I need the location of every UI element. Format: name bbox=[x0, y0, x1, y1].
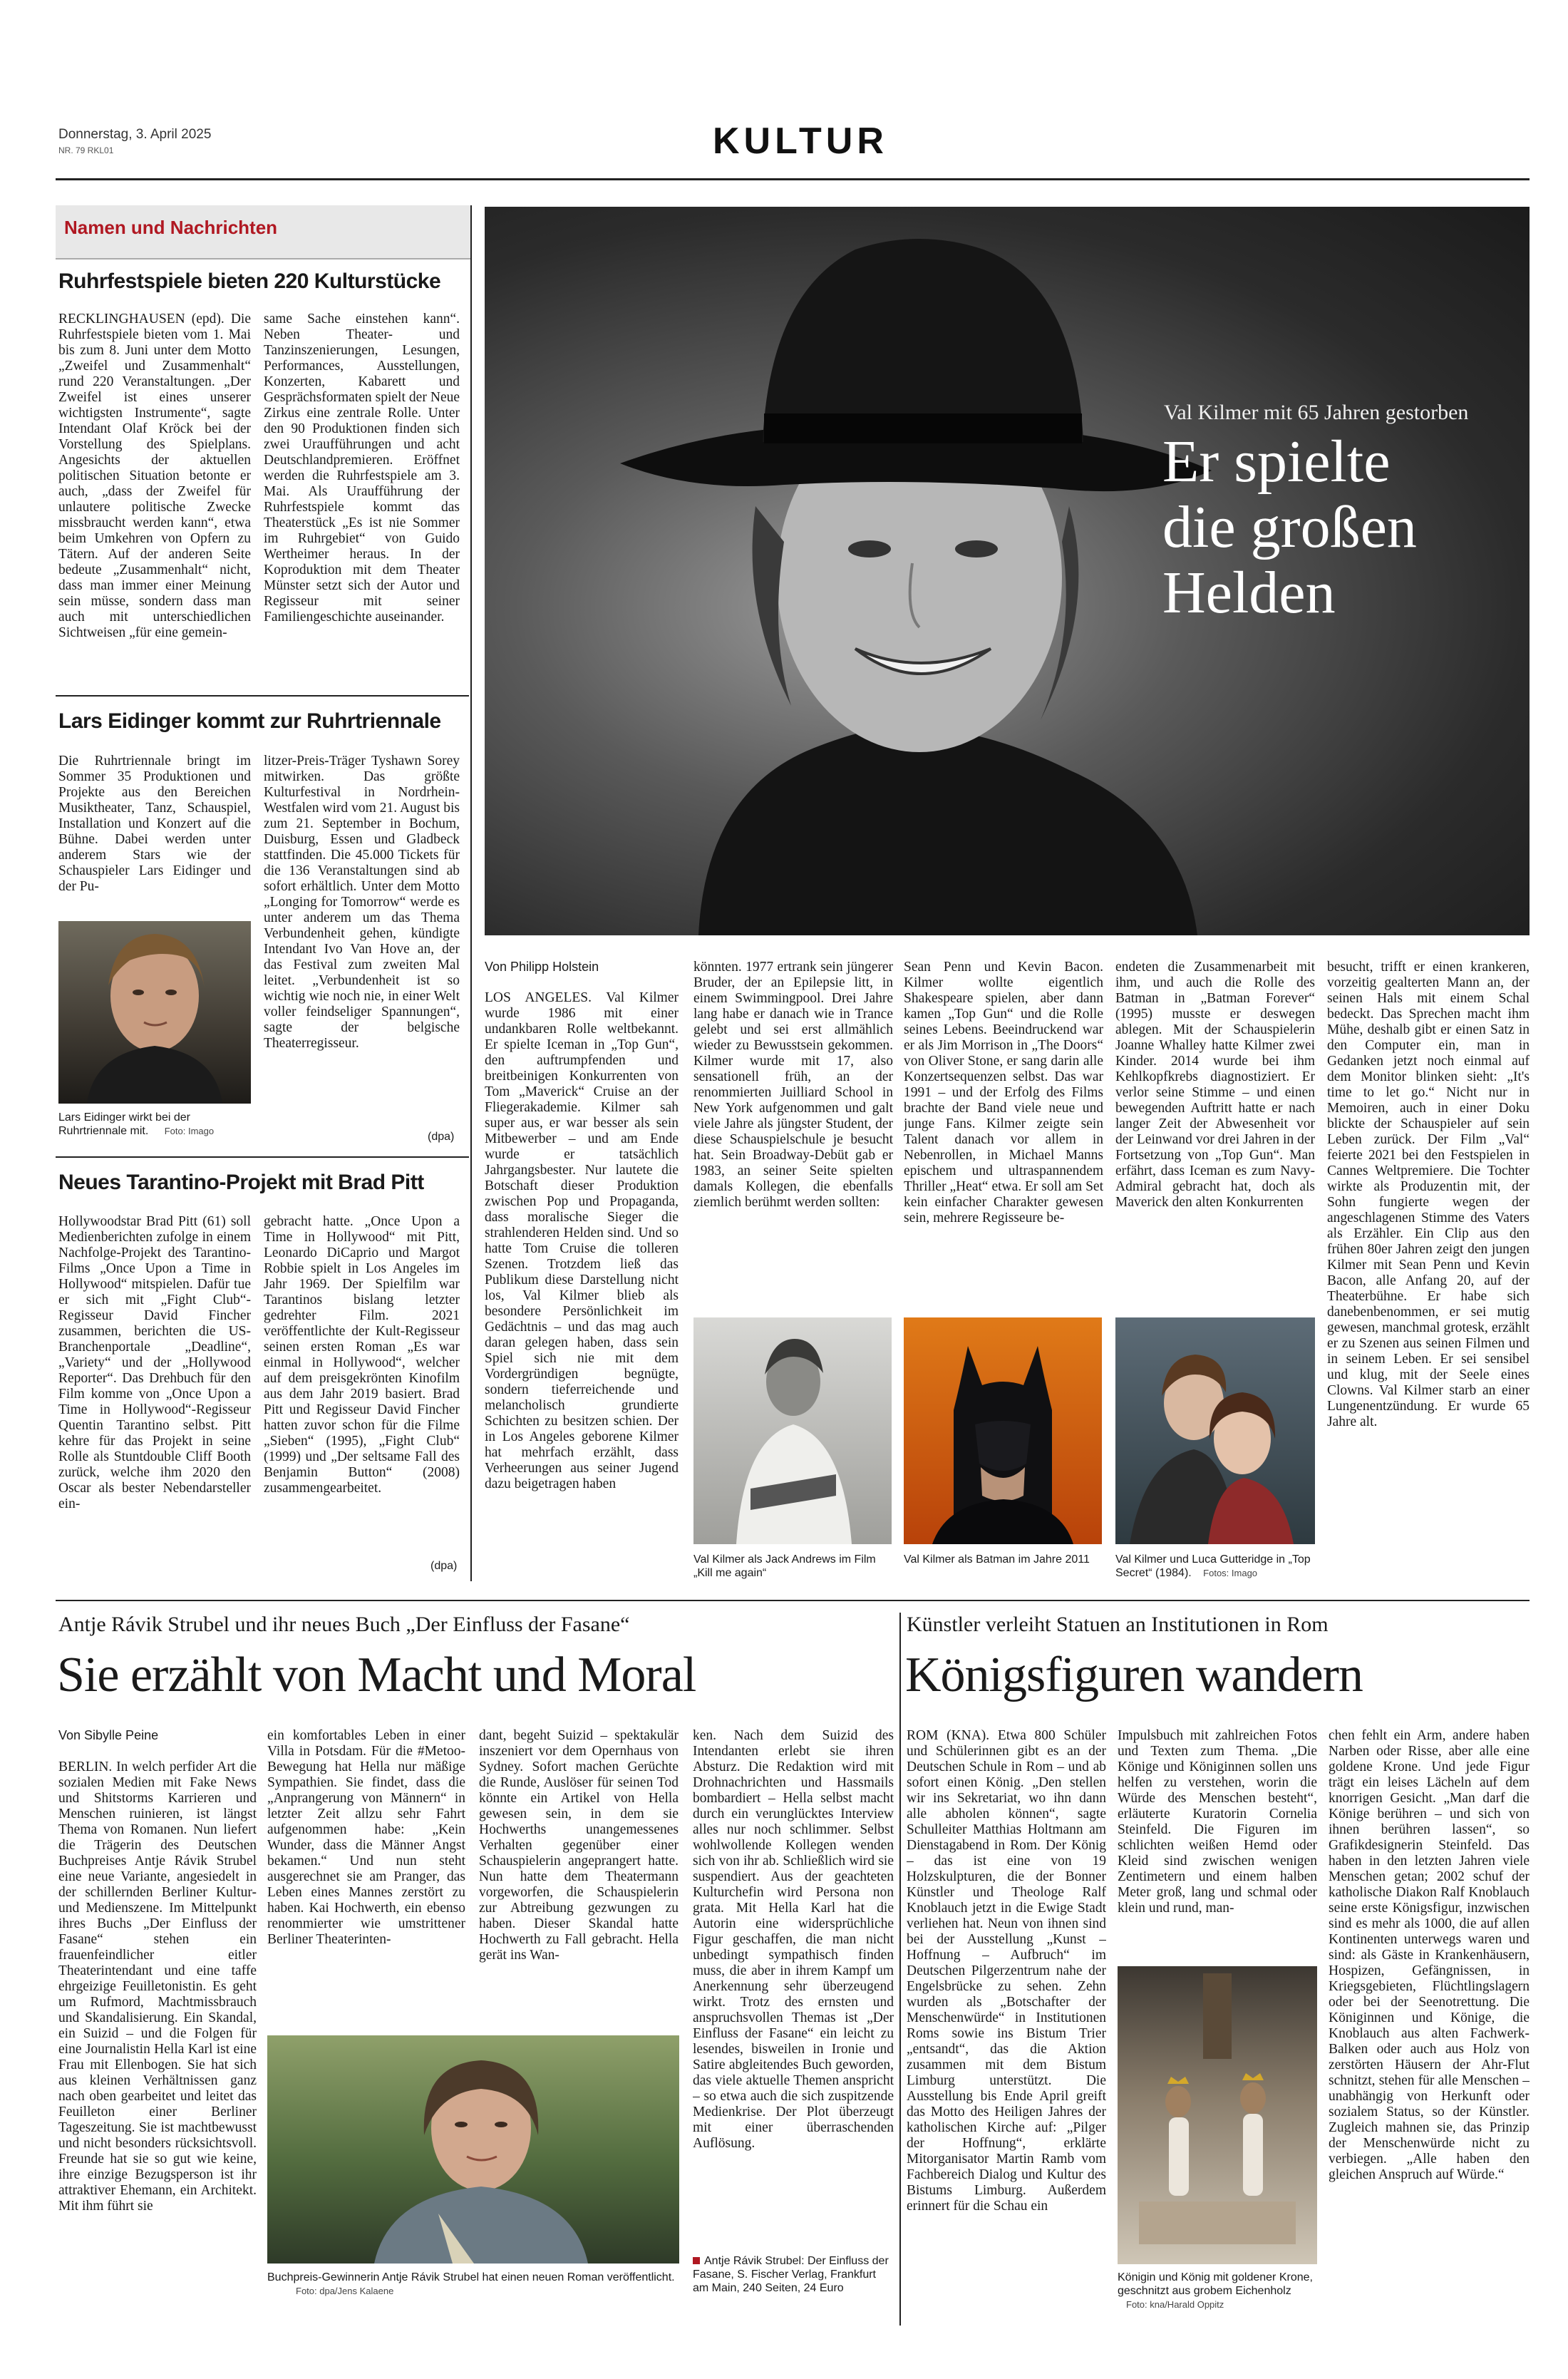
top-secret-illustration bbox=[1115, 1317, 1315, 1544]
batman-illustration bbox=[904, 1317, 1102, 1544]
masthead-date: Donnerstag, 3. April 2025 bbox=[58, 127, 212, 142]
strubel-caption-text: Buchpreis-Gewinnerin Antje Rávik Strubel hat einen neuen Roman veröffentlicht. bbox=[267, 2271, 675, 2283]
kilmer-headline-line1: Er spielte bbox=[1162, 428, 1391, 495]
strubel-col3: dant, begeht Suizid – spektakulär inszeniert vor dem Opernhaus von Sydney. Sofort machen Gerüchte die Runde, Auslöser für seinen Tod könnte ein Artikel von Hella gewesen sein, in dem sie Hochwerths unangemessenes Verhalten gegenüber einer Schauspielerin angeprangert hatte. Nun hatte dem Theatermann vorgeworfen, die Schauspielerin zur Abtreibung gezwungen zu haben. Dieser Skandal hatte Hochwerth zu Fall gebracht. Hella gerät ins Wan- bbox=[479, 1728, 679, 1963]
masthead-edition: NR. 79 RKL01 bbox=[58, 145, 114, 155]
koenig-photo bbox=[1118, 1966, 1317, 2264]
ruhrfest-headline: Ruhrfestspiele bieten 220 Kulturstücke bbox=[58, 269, 441, 293]
strubel-col2: ein komfortables Leben in einer Villa in Potsdam. Für die #Metoo-Bewegung hat Hella nur mäßige Sympathien. Sie findet, dass die „Anprangerung von Männern“ in letzter Zeit allzu sehr Fahrt aufgenommen habe: „Kein Wunder, dass die Männer Angst bekamen.“ Und nun steht ausgerechnet sie am Pranger, das Leben eines Mannes zerstört zu haben. Kai Hochwerth, ein ebenso renommierter wie umstrittener Berliner Theaterinten- bbox=[267, 1728, 465, 1947]
kilmer-caption-2: Val Kilmer als Batman im Jahre 2011 bbox=[904, 1553, 1090, 1566]
eidinger-credit: Foto: Imago bbox=[164, 1126, 215, 1136]
eidinger-caption-text: Lars Eidinger wirkt bei der Ruhrtriennale mit. bbox=[58, 1111, 190, 1137]
strubel-book-note-text: Antje Rávik Strubel: Der Einfluss der Fasane, S. Fischer Verlag, Frankfurt am Main, 240 Seiten, 24 Euro bbox=[693, 2255, 889, 2294]
koenig-kicker: Künstler verleiht Statuen an Institutionen in Rom bbox=[907, 1613, 1329, 1636]
kilmer-kicker: Val Kilmer mit 65 Jahren gestorben bbox=[1164, 401, 1469, 424]
kilmer-caption-3-text: Val Kilmer und Luca Gutteridge in „Top Secret“ (1984). bbox=[1115, 1553, 1311, 1579]
koenig-col1: ROM (KNA). Etwa 800 Schüler und Schülerinnen gibt es an der Deutschen Schule in Rom – und ab sofort einen König. „Den stellen wir ins Sekretariat, wo ihn dann alle abholen können“, sagte Schulleiter Matthias Holtmann am Dienstagabend in Rom. Der König – das ist eine von 19 Holzskulpturen, die der Bonner Künstler und Theologe Ralf Knoblauch jetzt in die Ewige Stadt verliehen hat. Neun von ihnen sind bei der Ausstellung „Kunst – Hoffnung – Aufbruch“ im Deutschen Pilgerzentrum nahe der Engelsbrücke zu sehen. Zehn wurden als „Botschafter der Menschenwürde“ in Institutionen Roms sowie ins Bistum Trier „entsandt“, das die Aktion zusammen mit dem Bistum Limburg unterstützt. Die Ausstellung bis Ende April greift das Motto des Heiligen Jahres der katholischen Kirche auf: „Pilger der Hoffnung“, erklärte Mitorganisator Martin Ramb vom Fachbereich Dialog und Kultur des Bistums Limburg. Außerdem erinnert für die Schau ein bbox=[907, 1728, 1106, 2214]
kilmer-photo-kill-me-again bbox=[693, 1317, 892, 1544]
kilmer-photo-1-illustration bbox=[693, 1317, 892, 1544]
bottom-vertical-rule bbox=[899, 1613, 901, 2326]
kilmer-col1: LOS ANGELES. Val Kilmer wurde 1986 mit einer undankbaren Rolle weltbekannt. Er spielte Iceman in „Top Gun“, den auftrumpfenden und breitbeinigen Konkurrenten von Tom „Maverick“ Cruise an der Fliegerakademie. Kilmer sah super aus, er war besser als sein Mitbewerber – und am Ende wurde er tatsächlich Jahrgangsbester. Nur lautete die Botschaft dieser Produktion zwischen Pop und Propaganda, dass moralische Sieger die strahlenderen Helden sind. Und so hatte Tom Cruise die tolleren Szenen. Trotzdem ließ das Publikum diese Darstellung nicht los, Val Kilmer blieb als besondere Persönlichkeit im Gedächtnis – und das mag auch daran gelegen haben, dass sein Spiel sich nie mit dem Vordergründigen begnügte, sondern tieferreichende und melancholisch grundierte Schichten zu besitzen schien. Der in Los Angeles geborene Kilmer hat mehrfach erzählt, dass Verheerungen aus seiner Jugend dazu beigetragen haben bbox=[485, 990, 679, 1491]
news-box-label-bar bbox=[56, 205, 470, 260]
kilmer-col5: besucht, trifft er einen krankeren, vorzeitig gealterten Mann an, der seinen Hals mit einem Schal bedeckt. Das Sprechen macht ihm Mühe, deshalb gibt er einen Satz in den Computer ein, man in Gedanken jetzt noch einmal auf dem Monitor blinken sieht: „It's time to let go.“ Nicht nur in Memoiren, auch in einer Doku blickte der Schauspieler auf sein Leben zurück. Der Film „Val“ feierte 2021 bei den Festspielen in Cannes Weltpremiere. Die Tochter wirkte als Produzentin mit, der Sohn fungierte wegen der angeschlagenen Stimme des Vaters als Erzähler. Ein Clip aus den frühen 80er Jahren zeigt den jungen Kilmer mit Sean Penn und Kevin Bacon, alle Anfang 20, auf der Theaterbühne. Er habe sich danebenbenommen, er sei mutig gewesen, manchmal grotesk, erzählt er zu Szenen aus seinen Filmen und in seinem Leben. Er sei sensibel und klug, mit der Seele eines Clowns. Val Kilmer starb an einer Lungenentzündung. Er wurde 65 Jahre alt. bbox=[1327, 960, 1530, 1429]
section-rule-bottom bbox=[56, 1600, 1530, 1601]
strubel-photo bbox=[267, 2035, 679, 2264]
kilmer-col4: endeten die Zusammenarbeit mit ihm, und auch die Rolle des Batman in „Batman Forever“ (1995) musste er deswegen ablegen. Mit der Schauspielerin Joanne Whalley hatte Kilmer zwei Kinder. 2014 wurde bei ihm Kehlkopfkrebs diagnostiziert. Er verlor seine Stimme – und einen bewegenden Auftritt hatte er nach langer Zeit der Abwesenheit vor der Leinwand vor drei Jahren in der Fortsetzung von „Top Gun“. Man erfährt, dass Iceman es zum Navy-Admiral gebracht hat, doch als Maverick den alten Konkurrenten bbox=[1115, 960, 1315, 1210]
kilmer-caption-1: Val Kilmer als Jack Andrews im Film „Kill me again“ bbox=[693, 1553, 876, 1579]
tarantino-headline: Neues Tarantino-Projekt mit Brad Pitt bbox=[58, 1171, 424, 1194]
eidinger-col1: Die Ruhrtriennale bringt im Sommer 35 Produktionen und Projekte aus den Bereichen Musiktheater, Tanz, Schauspiel, Installation und Konzert auf die Bühne. Dabei werden unter anderem Stars wie der Schauspieler Lars Eidinger und der Pu- bbox=[58, 754, 251, 894]
strubel-byline: Von Sibylle Peine bbox=[58, 1728, 159, 1742]
kilmer-headline bbox=[1162, 429, 1417, 626]
news-divider-2 bbox=[56, 1156, 469, 1158]
strubel-portrait-illustration bbox=[267, 2035, 679, 2264]
section-title: KULTUR bbox=[713, 120, 888, 162]
strubel-kicker: Antje Rávik Strubel und ihr neues Buch „Der Einfluss der Fasane“ bbox=[58, 1613, 630, 1636]
ruhrfest-col1: RECKLINGHAUSEN (epd). Die Ruhrfestspiele bieten vom 1. Mai bis zum 8. Juni unter dem Motto „Zweifel und Zusammenhalt“ rund 220 Veranstaltungen. „Der Zweifel ist eines unserer wichtigsten Instrumente“, sagte Intendant Olaf Kröck bei der Vorstellung des Spielplans. Angesichts der aktuellen politischen Situation betonte er auch, „dass der Zweifel für unlautere politische Zwecke missbraucht werden kann“, etwa beim Umkehren von Opfern zu Tätern. Auf der anderen Seite bedeute „Zusammenhalt“ nicht, dass man immer einer Meinung sein müsse, sondern dass man auch mit unterschiedlichen Sichtweisen „für eine gemein- bbox=[58, 312, 251, 640]
strubel-col1: BERLIN. In welch perfider Art die sozialen Medien mit Fake News und Shitstorms Karrieren und Menschen ruinieren, ist längst Thema von Romanen. Nun liefert die Trägerin des Deutschen Buchpreises Antje Rávik Strubel eine neue Variante, angesiedelt in der schillernden Berliner Kultur- und Medienszene. Im Mittelpunkt ihres Buchs „Der Einfluss der Fasane“ stehen ein frauenfeindlicher eitler Theaterintendant und eine taffe ehrgeizige Feuilletonistin. Es geht um Rufmord, Machtmissbrauch und Skandalisierung. Ein Skandal, ein Suizid – und die Folgen für eine Journalistin Hella Karl ist eine Frau mit Ellenbogen. Sie hat sich aus kleinen Verhältnissen ganz nach oben gearbeitet und leitet das Feuilleton einer Berliner Tageszeitung. Sie ist machtbewusst und nicht besonders rücksichtsvoll. Freunde hat sie so gut wie keine, ihre einzige Bezugsperson ist ihr attraktiver Ehemann, ein Architekt. Mit ihm führt sie bbox=[58, 1759, 257, 2214]
kilmer-byline: Von Philipp Holstein bbox=[485, 960, 599, 974]
kilmer-col3: Sean Penn und Kevin Bacon. Kilmer wollte eigentlich Shakespeare spielen, aber dann kamen „Top Gun“ und die Rolle seines Lebens. Beeindruckend war er als Jim Morrison in „The Doors“ von Oliver Stone, er sang darin alle Konzertsequenzen selbst. Das war 1991 – und der Erfolg des Films brachte der Band viele neue und junge Fans. Kilmer zeigte sein Talent danach vor allem in Nebenrollen, in Michael Manns epischem und ultraspannendem Thriller „Heat“ etwa. Er soll am Set kein einfacher Charakter gewesen sein, mehrere Regisseure be- bbox=[904, 960, 1103, 1226]
koenig-caption-text: Königin und König mit goldener Krone, geschnitzt aus grobem Eichenholz bbox=[1118, 2271, 1313, 2297]
tarantino-source: (dpa) bbox=[430, 1560, 458, 1572]
koenig-credit: Foto: kna/Harald Oppitz bbox=[1126, 2299, 1224, 2310]
eidinger-portrait-illustration bbox=[58, 921, 251, 1104]
kilmer-main-photo bbox=[485, 207, 1530, 935]
tarantino-col2: gebracht hatte. „Once Upon a Time in Hollywood“ mit Pitt, Leonardo DiCaprio und Margot Robbie spielt in Los Angeles im Jahr 1969. Der Spielfilm war Tarantinos bislang letzter gedrehter Film. 2021 veröffentlichte der Kult-Regisseur seinen ersten Roman „Es war einmal in Hollywood“, welcher auf dem preisgekrönten Kinofilm aus dem Jahr 2019 basiert. Brad Pitt und Regisseur David Fincher hatten zuvor schon für die Filme „Sieben“ (1995), „Fight Club“ (1999) und „Der seltsame Fall des Benjamin Button“ (2008) zusammengearbeitet. bbox=[264, 1214, 460, 1496]
strubel-headline: Sie erzählt von Macht und Moral bbox=[57, 1648, 696, 1702]
koenig-col3: chen fehlt ein Arm, andere haben Narben oder Risse, aber alle eine goldene Krone. Und jede Figur trägt ein leises Lächeln auf dem knorrigen Gesicht. „Man darf die Könige berühren – und sich von ihnen berühren lassen“, so Grafikdesignerin Steinfeld. Das haben in den letzten Jahren viele Menschen getan; 2002 schuf der katholische Diakon Ralf Knoblauch seine erste Königsfigur, inzwischen sind es mehr als 1000, die auf allen Kontinenten unterwegs waren und sind: als Gäste in Krankenhäusern, Hospizen, Gefängnissen, in Kriegsgebieten, Flüchtlingslagern oder bei der Seenotrettung. Die Königinnen und Könige, die Knoblauch aus alten Fachwerk-Balken oder auch aus Holz von zerstörten Häusern der Ahr-Flut schnitzt, stehen für alle Menschen – unabhängig von Herkunft oder sozialem Status, so der Künstler. Zugleich mahnen sie, das Prinzip der Menschenwürde nicht zu verbiegen. „Alle haben den gleichen Anspruch auf Würde.“ bbox=[1329, 1728, 1530, 2182]
eidinger-source: (dpa) bbox=[428, 1131, 455, 1143]
tarantino-col1: Hollywoodstar Brad Pitt (61) soll Medienberichten zufolge in einem Nachfolge-Projekt des Tarantino-Films „Once Upon a Time in Hollywood“ mitspielen. Dafür tue er sich mit „Fight Club“-Regisseur David Fincher zusammen, berichten die US-Branchenportale „Deadline“, „Variety“ und der „Hollywood Reporter“. Das Drehbuch für den Film komme von „Once Upon a Time in Hollywood“-Regisseur Quentin Tarantino selbst. Pitt kehre für das Projekt in seine Rolle als Stuntdouble Cliff Booth zurück, welche ihm 2020 den Oscar als bester Nebendarsteller ein- bbox=[58, 1214, 251, 1511]
kilmer-photo-top-secret bbox=[1115, 1317, 1315, 1544]
strubel-col4: ken. Nach dem Suizid des Intendanten erlebt sie ihren Absturz. Die Redaktion wird mit Drohnachrichten und Hassmails bombardiert – Hella selbst macht durch ein verunglücktes Interview alles nur noch schlimmer. Selbst wohlwollende Kollegen wenden sich von ihr ab. Schließlich wird sie suspendiert. Aus der geachteten Kulturchefin wird Persona non grata. Mit Hella Karl hat die Autorin eine widersprüchliche Figur geschaffen, die man nicht unbedingt sympathisch finden muss, die aber in ihrem Kampf um Anerkennung sehr überzeugend wirkt. Trotz des ernsten und anspruchsvollen Themas ist „Der Einfluss der Fasane“ ein leicht zu lesendes, bisweilen in Ironie und Satire abgleitendes Buch geworden, das viele aktuelle Themen anspricht – so etwa auch die sich zuspitzende Medienkrise. Der Plot überzeugt mit einer überraschenden Auflösung. bbox=[693, 1728, 894, 2151]
koenig-caption bbox=[1118, 2271, 1317, 2311]
kilmer-headline-line2: die großen bbox=[1162, 494, 1417, 560]
kilmer-caption-3 bbox=[1115, 1553, 1315, 1580]
eidinger-headline: Lars Eidinger kommt zur Ruhrtriennale bbox=[58, 709, 441, 733]
kilmer-headline-line3: Helden bbox=[1162, 560, 1336, 626]
eidinger-photo bbox=[58, 921, 251, 1104]
eidinger-caption bbox=[58, 1111, 251, 1138]
book-note-square-icon bbox=[693, 2257, 700, 2264]
kilmer-photo-batman bbox=[904, 1317, 1102, 1544]
news-box-vertical-rule bbox=[470, 205, 472, 1581]
kilmer-caption-3-credit: Fotos: Imago bbox=[1203, 1568, 1258, 1578]
ruhrfest-col2: same Sache einstehen kann“. Neben Theater- und Tanzinszenierungen, Lesungen, Performances, Ausstellungen, Konzerten, Kabarett und Gesprächsformaten spielt der Neue Zirkus eine zentrale Rolle. Unter den 90 Produktionen finden sich zwei Uraufführungen und acht Deutschlandpremieren. Eröffnet werden die Ruhrfestspiele am 3. Mai. Als Uraufführung der Ruhrfestspiele kommt das Theaterstück „Es ist nie Sommer im Ruhrgebiet“ von Guido Wertheimer heraus. In der Koproduktion mit dem Theater Münster setzt sich der Autor und Regisseur mit seiner Familiengeschichte auseinander. bbox=[264, 312, 460, 625]
masthead-rule bbox=[56, 178, 1530, 180]
strubel-book-note bbox=[693, 2254, 894, 2295]
kilmer-col2: könnten. 1977 ertrank sein jüngerer Bruder, der an Epilepsie litt, in einem Swimmingpool. Drei Jahre lang habe er danach wie in Trance gelebt und sei erst allmählich wieder zu Bewusstsein gekommen. Kilmer wurde mit 17, also sensationell früh, an der renommierten Juilliard School in New York aufgenommen und galt viele Jahre als jüngster Student, der diese Schauspielschule je besucht hat. Sein Broadway-Debüt gab er 1983, an seiner Seite spielten damals Kollegen, die ebenfalls ziemlich berühmt werden sollten: bbox=[693, 960, 893, 1210]
strubel-credit: Foto: dpa/Jens Kalaene bbox=[296, 2286, 394, 2296]
news-box-label: Namen und Nachrichten bbox=[64, 217, 278, 238]
news-divider-1 bbox=[56, 695, 469, 697]
koenig-col2: Impulsbuch mit zahlreichen Fotos und Texten zum Thema. „Die Könige und Königinnen sollen uns helfen zu verstehen, worin die Würde des Menschen besteht“, erläuterte Kuratorin Cornelia Steinfeld. Die Figuren im schlichten weißen Hemd oder Kleid sind zwischen wenigen Zentimetern und einem halben Meter groß, lang und schmal oder klein und rund, man- bbox=[1118, 1728, 1317, 1916]
king-queen-illustration bbox=[1118, 1966, 1317, 2264]
eidinger-col2: litzer-Preis-Träger Tyshawn Sorey mitwirken. Das größte Kulturfestival in Nordrhein-Westfalen wird vom 21. August bis zum 21. September in Bochum, Duisburg, Essen und Gladbeck stattfinden. Die 45.000 Tickets für die 136 Veranstaltungen sind ab sofort erhältlich. Unter dem Motto „Longing for Tomorrow“ werde es unter anderem um das Thema Verbundenheit gehen, kündigte Intendant Ivo Van Hove an, der das Festival zum zweiten Mal leitet. „Verbundenheit ist so wichtig wie noch nie, in einer Welt voller feindseliger Spannungen“, sagte der belgische Theaterregisseur. bbox=[264, 754, 460, 1051]
koenig-headline: Königsfiguren wandern bbox=[905, 1648, 1363, 1702]
strubel-caption bbox=[267, 2271, 679, 2298]
